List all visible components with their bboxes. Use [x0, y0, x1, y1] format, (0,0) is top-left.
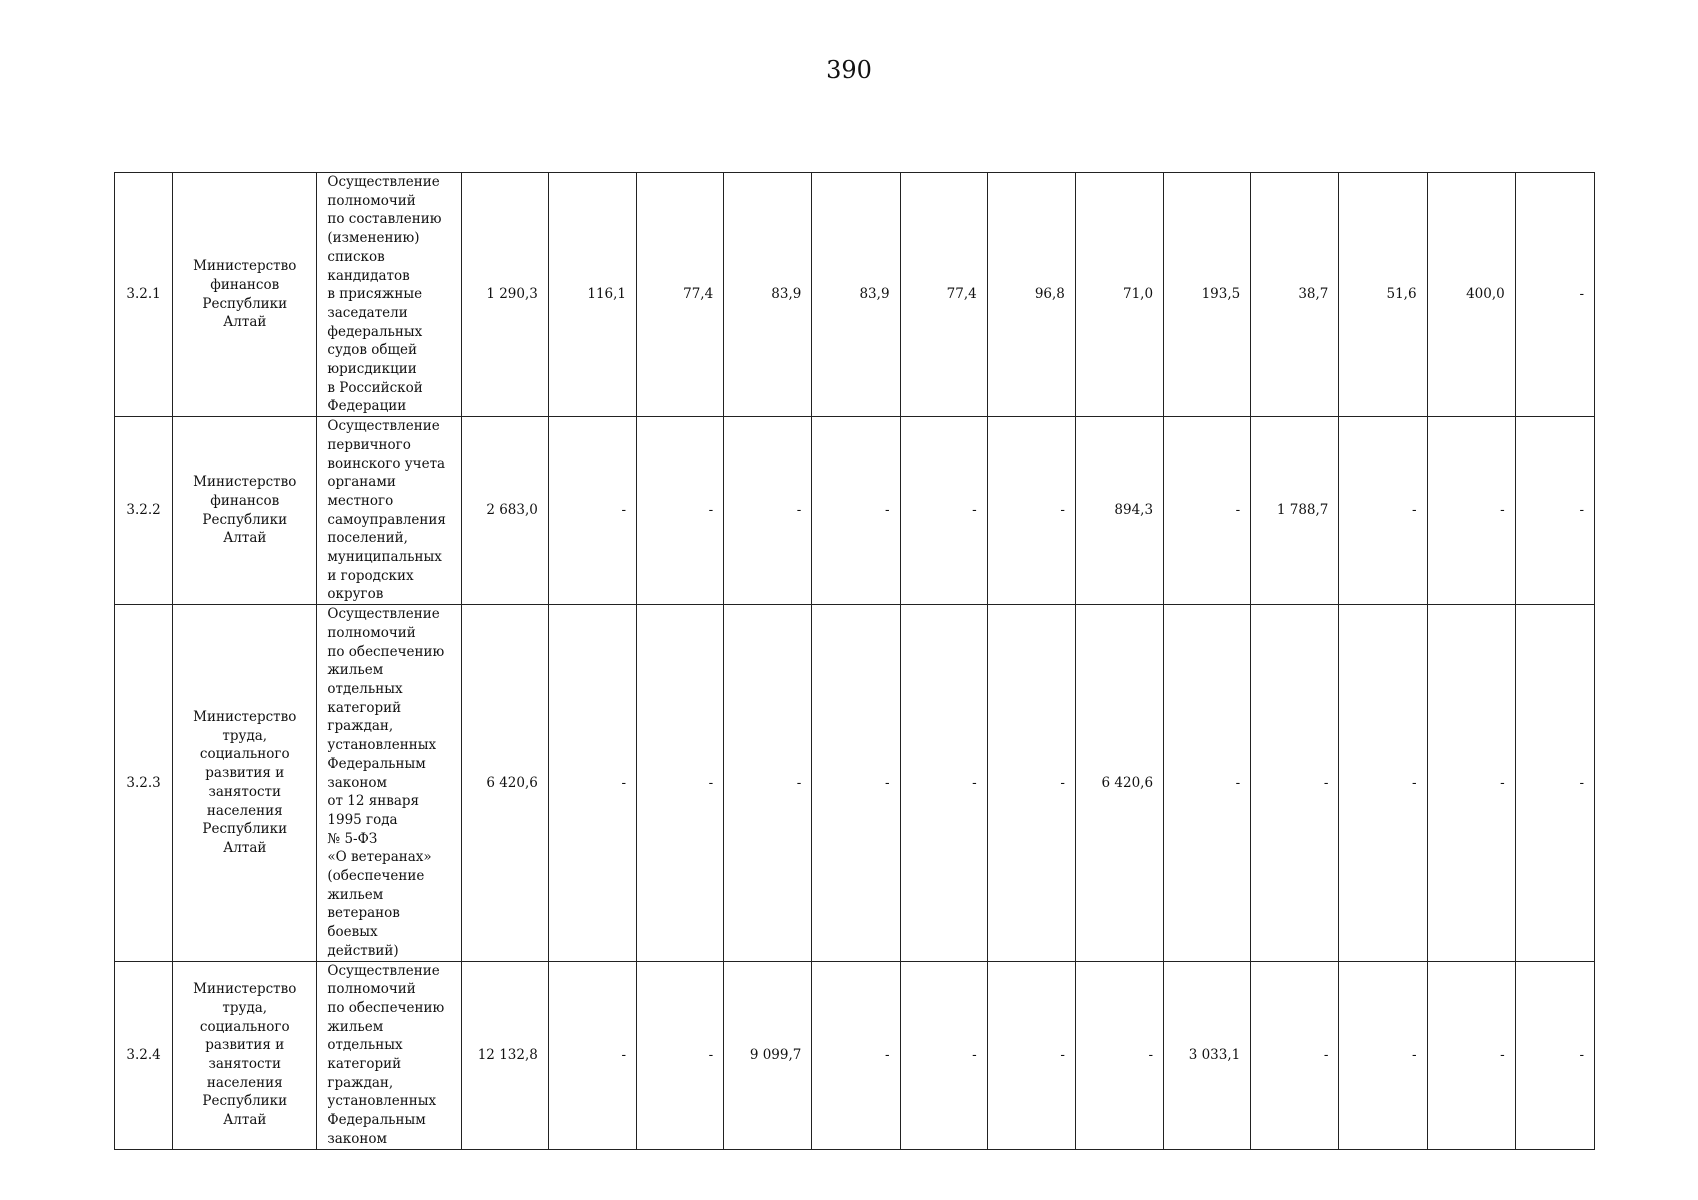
amount-cell: - — [637, 961, 724, 1149]
table-row — [115, 961, 1595, 1149]
page-number: 390 — [826, 56, 872, 84]
responsible-organization: Министерство финансов Республики Алтай — [173, 417, 317, 605]
amount-cell: - — [1251, 961, 1339, 1149]
amount-cell: 894,3 — [1075, 417, 1163, 605]
amount-cell: - — [637, 417, 724, 605]
total-amount-cell: 6 420,6 — [461, 605, 548, 961]
total-amount-cell: 1 290,3 — [461, 173, 548, 417]
row-id: 3.2.1 — [115, 173, 173, 417]
amount-cell: - — [548, 417, 636, 605]
amount-cell: - — [900, 605, 987, 961]
amount-cell: 1 788,7 — [1251, 417, 1339, 605]
amount-cell: - — [1515, 961, 1594, 1149]
amount-cell: - — [1251, 605, 1339, 961]
table-row — [115, 173, 1595, 417]
amount-cell: - — [812, 961, 900, 1149]
amount-cell: - — [548, 961, 636, 1149]
amount-cell: - — [1427, 605, 1515, 961]
table-body — [115, 173, 1595, 1150]
table-row — [115, 417, 1595, 605]
amount-cell: 6 420,6 — [1075, 605, 1163, 961]
amount-cell: - — [812, 605, 900, 961]
amount-cell: 71,0 — [1075, 173, 1163, 417]
row-id: 3.2.3 — [115, 605, 173, 961]
amount-cell: - — [637, 605, 724, 961]
amount-cell: - — [1427, 417, 1515, 605]
amount-cell: 38,7 — [1251, 173, 1339, 417]
amount-cell: 116,1 — [548, 173, 636, 417]
amount-cell: - — [1164, 417, 1251, 605]
amount-cell: 77,4 — [900, 173, 987, 417]
activity-description: Осуществление полномочий по составлению (изменению) списков кандидатов в присяжные заседатели федеральных судов общей юрисдикции в Российской Федерации — [317, 173, 461, 417]
amount-cell: - — [987, 605, 1075, 961]
amount-cell: - — [900, 417, 987, 605]
responsible-organization: Министерство труда, социального развития и занятости населения Республики Алтай — [173, 961, 317, 1149]
amount-cell: - — [987, 417, 1075, 605]
activity-description: Осуществление полномочий по обеспечению жильем отдельных категорий граждан, установленных Федеральным законом от 12 января 1995 года № 5-ФЗ «О ветеранах» (обеспечение жильем ветеранов боевых действий) — [317, 605, 461, 961]
amount-cell: - — [724, 417, 812, 605]
amount-cell: 193,5 — [1164, 173, 1251, 417]
amount-cell: 83,9 — [812, 173, 900, 417]
amount-cell: - — [1339, 961, 1427, 1149]
amount-cell: 83,9 — [724, 173, 812, 417]
total-amount-cell: 12 132,8 — [461, 961, 548, 1149]
activity-description: Осуществление полномочий по обеспечению жильем отдельных категорий граждан, установленных Федеральным законом — [317, 961, 461, 1149]
responsible-organization: Министерство труда, социального развития и занятости населения Республики Алтай — [173, 605, 317, 961]
amount-cell: - — [900, 961, 987, 1149]
amount-cell: 9 099,7 — [724, 961, 812, 1149]
amount-cell: 51,6 — [1339, 173, 1427, 417]
budget-table — [114, 172, 1595, 1150]
amount-cell: - — [1515, 417, 1594, 605]
amount-cell: - — [812, 417, 900, 605]
total-amount-cell: 2 683,0 — [461, 417, 548, 605]
table-row — [115, 605, 1595, 961]
amount-cell: 3 033,1 — [1164, 961, 1251, 1149]
activity-description: Осуществление первичного воинского учета органами местного самоуправления поселений, муниципальных и городских округов — [317, 417, 461, 605]
amount-cell: - — [1515, 605, 1594, 961]
amount-cell: - — [1339, 417, 1427, 605]
amount-cell: 96,8 — [987, 173, 1075, 417]
row-id: 3.2.4 — [115, 961, 173, 1149]
amount-cell: 77,4 — [637, 173, 724, 417]
amount-cell: 400,0 — [1427, 173, 1515, 417]
budget-table-container — [114, 172, 1595, 1150]
amount-cell: - — [724, 605, 812, 961]
amount-cell: - — [1164, 605, 1251, 961]
amount-cell: - — [1075, 961, 1163, 1149]
amount-cell: - — [1515, 173, 1594, 417]
amount-cell: - — [987, 961, 1075, 1149]
amount-cell: - — [1339, 605, 1427, 961]
amount-cell: - — [548, 605, 636, 961]
row-id: 3.2.2 — [115, 417, 173, 605]
responsible-organization: Министерство финансов Республики Алтай — [173, 173, 317, 417]
amount-cell: - — [1427, 961, 1515, 1149]
